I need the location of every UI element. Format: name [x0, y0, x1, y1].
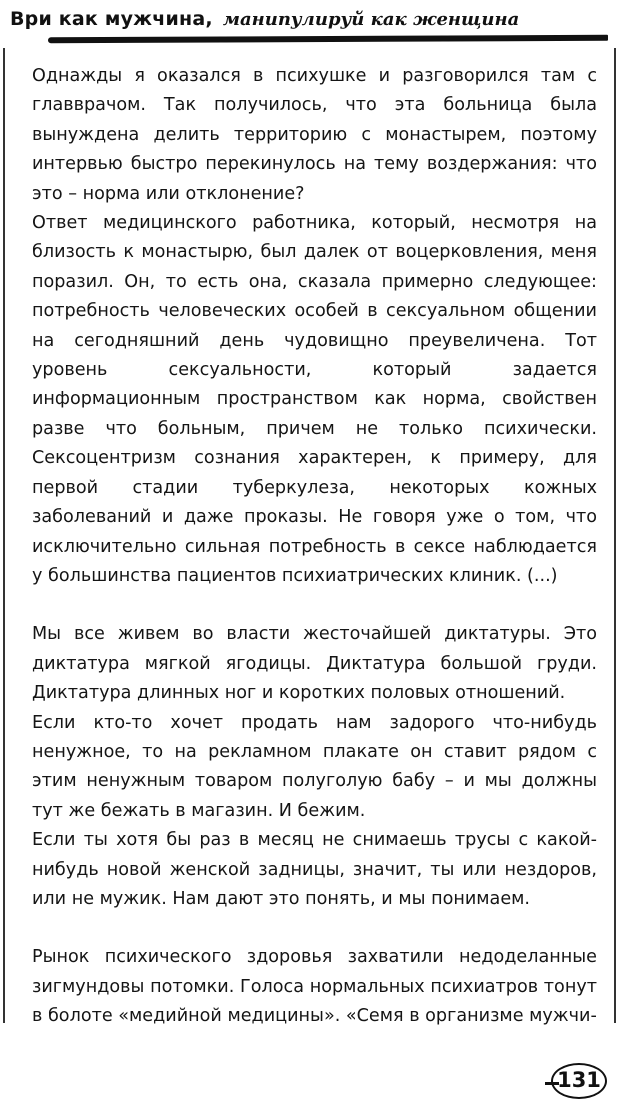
paragraph-1: Однажды я оказался в психушке и разговорился там с главврачом. Так получилось, что эта больница была вынуждена делить территорию с монастырем, поэтому интервью быстро перекинулось на тему воздержания: что это – норма или отклонение? — [32, 66, 597, 204]
header-title-part2: манипулируй как женщина — [222, 9, 520, 30]
right-margin-rule — [614, 48, 616, 1023]
header-rule — [48, 35, 608, 43]
page-number: 131 — [551, 1063, 607, 1099]
left-margin-rule — [3, 48, 5, 1023]
running-header — [10, 4, 610, 34]
header-title-part1: Ври как мужчина, — [10, 8, 213, 30]
paragraph-4: Если кто-то хочет продать нам задорого что-нибудь ненужное, то на рекламном плакате он ставит рядом с этим ненужным товаром полуголую бабу – и мы должны тут же бежать в магазин. И бежим. — [32, 712, 597, 821]
paragraph-3: Мы все живем во власти жесточайшей диктатуры. Это диктатура мягкой ягодицы. Диктатура большой груди. Диктатура длинных ног и коротких половых отношений. — [32, 624, 597, 704]
paragraph-2: Ответ медицинского работника, который, несмотря на близость к монастырю, был далек от воцерковления, меня поразил. Он, то есть она, сказала примерно следующее: потребность человеческих особей в сексуальном общении на сегодняшний день чудовищно преувеличена. Тот уровень сексуальности, который задается информационным пространством как норма, свойствен разве что больным, причем не только психически. Сексоцентризм сознания характерен, к примеру, для первой стадии туберкулеза, некоторых кожных заболеваний и даже проказы. Не говоря уже о том, что исключительно сильная потребность в сексе наблюдается у большинства пациентов психиатрических клиник. (...) — [32, 213, 597, 586]
body-text — [32, 62, 597, 1032]
paragraph-5: Если ты хотя бы раз в месяц не снимаешь трусы с какой-нибудь новой женской задницы, значит, ты или нездоров, или не мужик. Нам дают это понять, и мы понимаем. — [32, 830, 597, 909]
paragraph-6: Рынок психического здоровья захватили недоделанные зигмундовы потомки. Голоса нормальных психиатров тонут в болоте «медийной медицины». «Семя в организме мужчи- — [32, 947, 597, 1027]
